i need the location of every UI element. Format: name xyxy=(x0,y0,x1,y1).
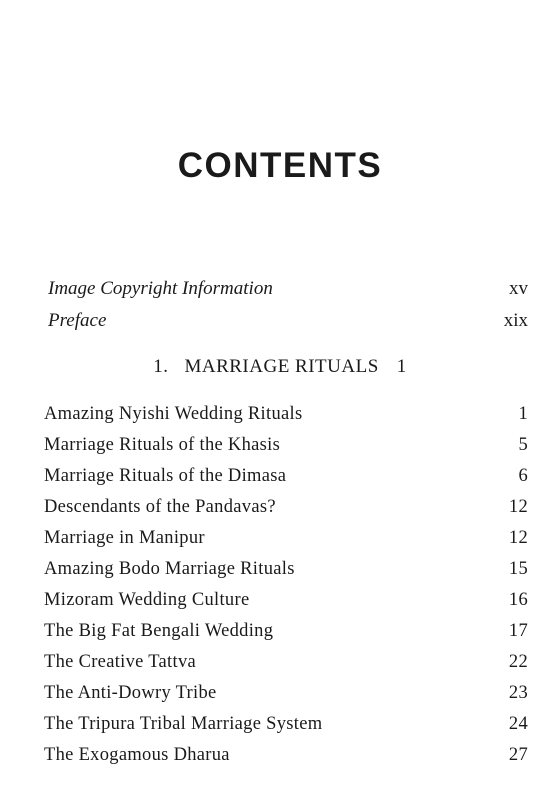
front-matter-item[interactable] xyxy=(48,305,528,337)
toc-entry[interactable] xyxy=(44,523,528,554)
chapter-entries-list xyxy=(44,399,528,771)
toc-entry[interactable] xyxy=(44,647,528,678)
toc-entry-page: 6 xyxy=(518,466,528,486)
chapter-page: 1 xyxy=(396,356,407,377)
toc-entry[interactable] xyxy=(44,554,528,585)
toc-entry[interactable] xyxy=(44,740,528,771)
toc-entry-label: Marriage Rituals of the Khasis xyxy=(44,435,281,455)
toc-entry-page: 27 xyxy=(508,745,528,765)
front-matter-page: xix xyxy=(503,310,528,331)
toc-entry-page: 16 xyxy=(508,590,528,610)
toc-entry-page: 12 xyxy=(508,497,528,517)
toc-entry[interactable] xyxy=(44,709,528,740)
toc-entry-label: Descendants of the Pandavas? xyxy=(44,497,276,517)
front-matter-label: Preface xyxy=(48,310,107,331)
toc-entry[interactable] xyxy=(44,461,528,492)
toc-entry-label: Mizoram Wedding Culture xyxy=(44,590,250,610)
toc-entry-page: 5 xyxy=(518,435,528,455)
toc-entry-label: Amazing Nyishi Wedding Rituals xyxy=(44,404,303,424)
page-title: CONTENTS xyxy=(177,146,383,185)
front-matter-page: xv xyxy=(509,278,528,299)
toc-entry-page: 1 xyxy=(518,404,528,424)
toc-entry-label: The Big Fat Bengali Wedding xyxy=(44,621,274,641)
toc-entry-label: The Tripura Tribal Marriage System xyxy=(44,714,323,734)
toc-entry-page: 12 xyxy=(508,528,528,548)
chapter-heading[interactable] xyxy=(0,352,560,382)
toc-entry[interactable] xyxy=(44,616,528,647)
toc-entry-label: Amazing Bodo Marriage Rituals xyxy=(44,559,295,579)
toc-entry[interactable] xyxy=(44,399,528,430)
toc-entry[interactable] xyxy=(44,585,528,616)
toc-entry-page: 15 xyxy=(508,559,528,579)
front-matter-label: Image Copyright Information xyxy=(48,278,273,299)
toc-entry-label: The Anti-Dowry Tribe xyxy=(44,683,217,703)
toc-entry-page: 23 xyxy=(508,683,528,703)
toc-entry-page: 17 xyxy=(508,621,528,641)
toc-entry-label: The Exogamous Dharua xyxy=(44,745,230,765)
front-matter-list xyxy=(48,273,528,337)
toc-entry[interactable] xyxy=(44,678,528,709)
chapter-title: MARRIAGE RITUALS xyxy=(184,356,379,377)
chapter-number: 1. xyxy=(153,356,169,377)
toc-entry-label: Marriage Rituals of the Dimasa xyxy=(44,466,287,486)
toc-entry[interactable] xyxy=(44,492,528,523)
front-matter-item[interactable] xyxy=(48,273,528,305)
toc-entry[interactable] xyxy=(44,430,528,461)
toc-entry-label: The Creative Tattva xyxy=(44,652,197,672)
toc-entry-page: 24 xyxy=(508,714,528,734)
toc-entry-page: 22 xyxy=(508,652,528,672)
toc-entry-label: Marriage in Manipur xyxy=(44,528,205,548)
